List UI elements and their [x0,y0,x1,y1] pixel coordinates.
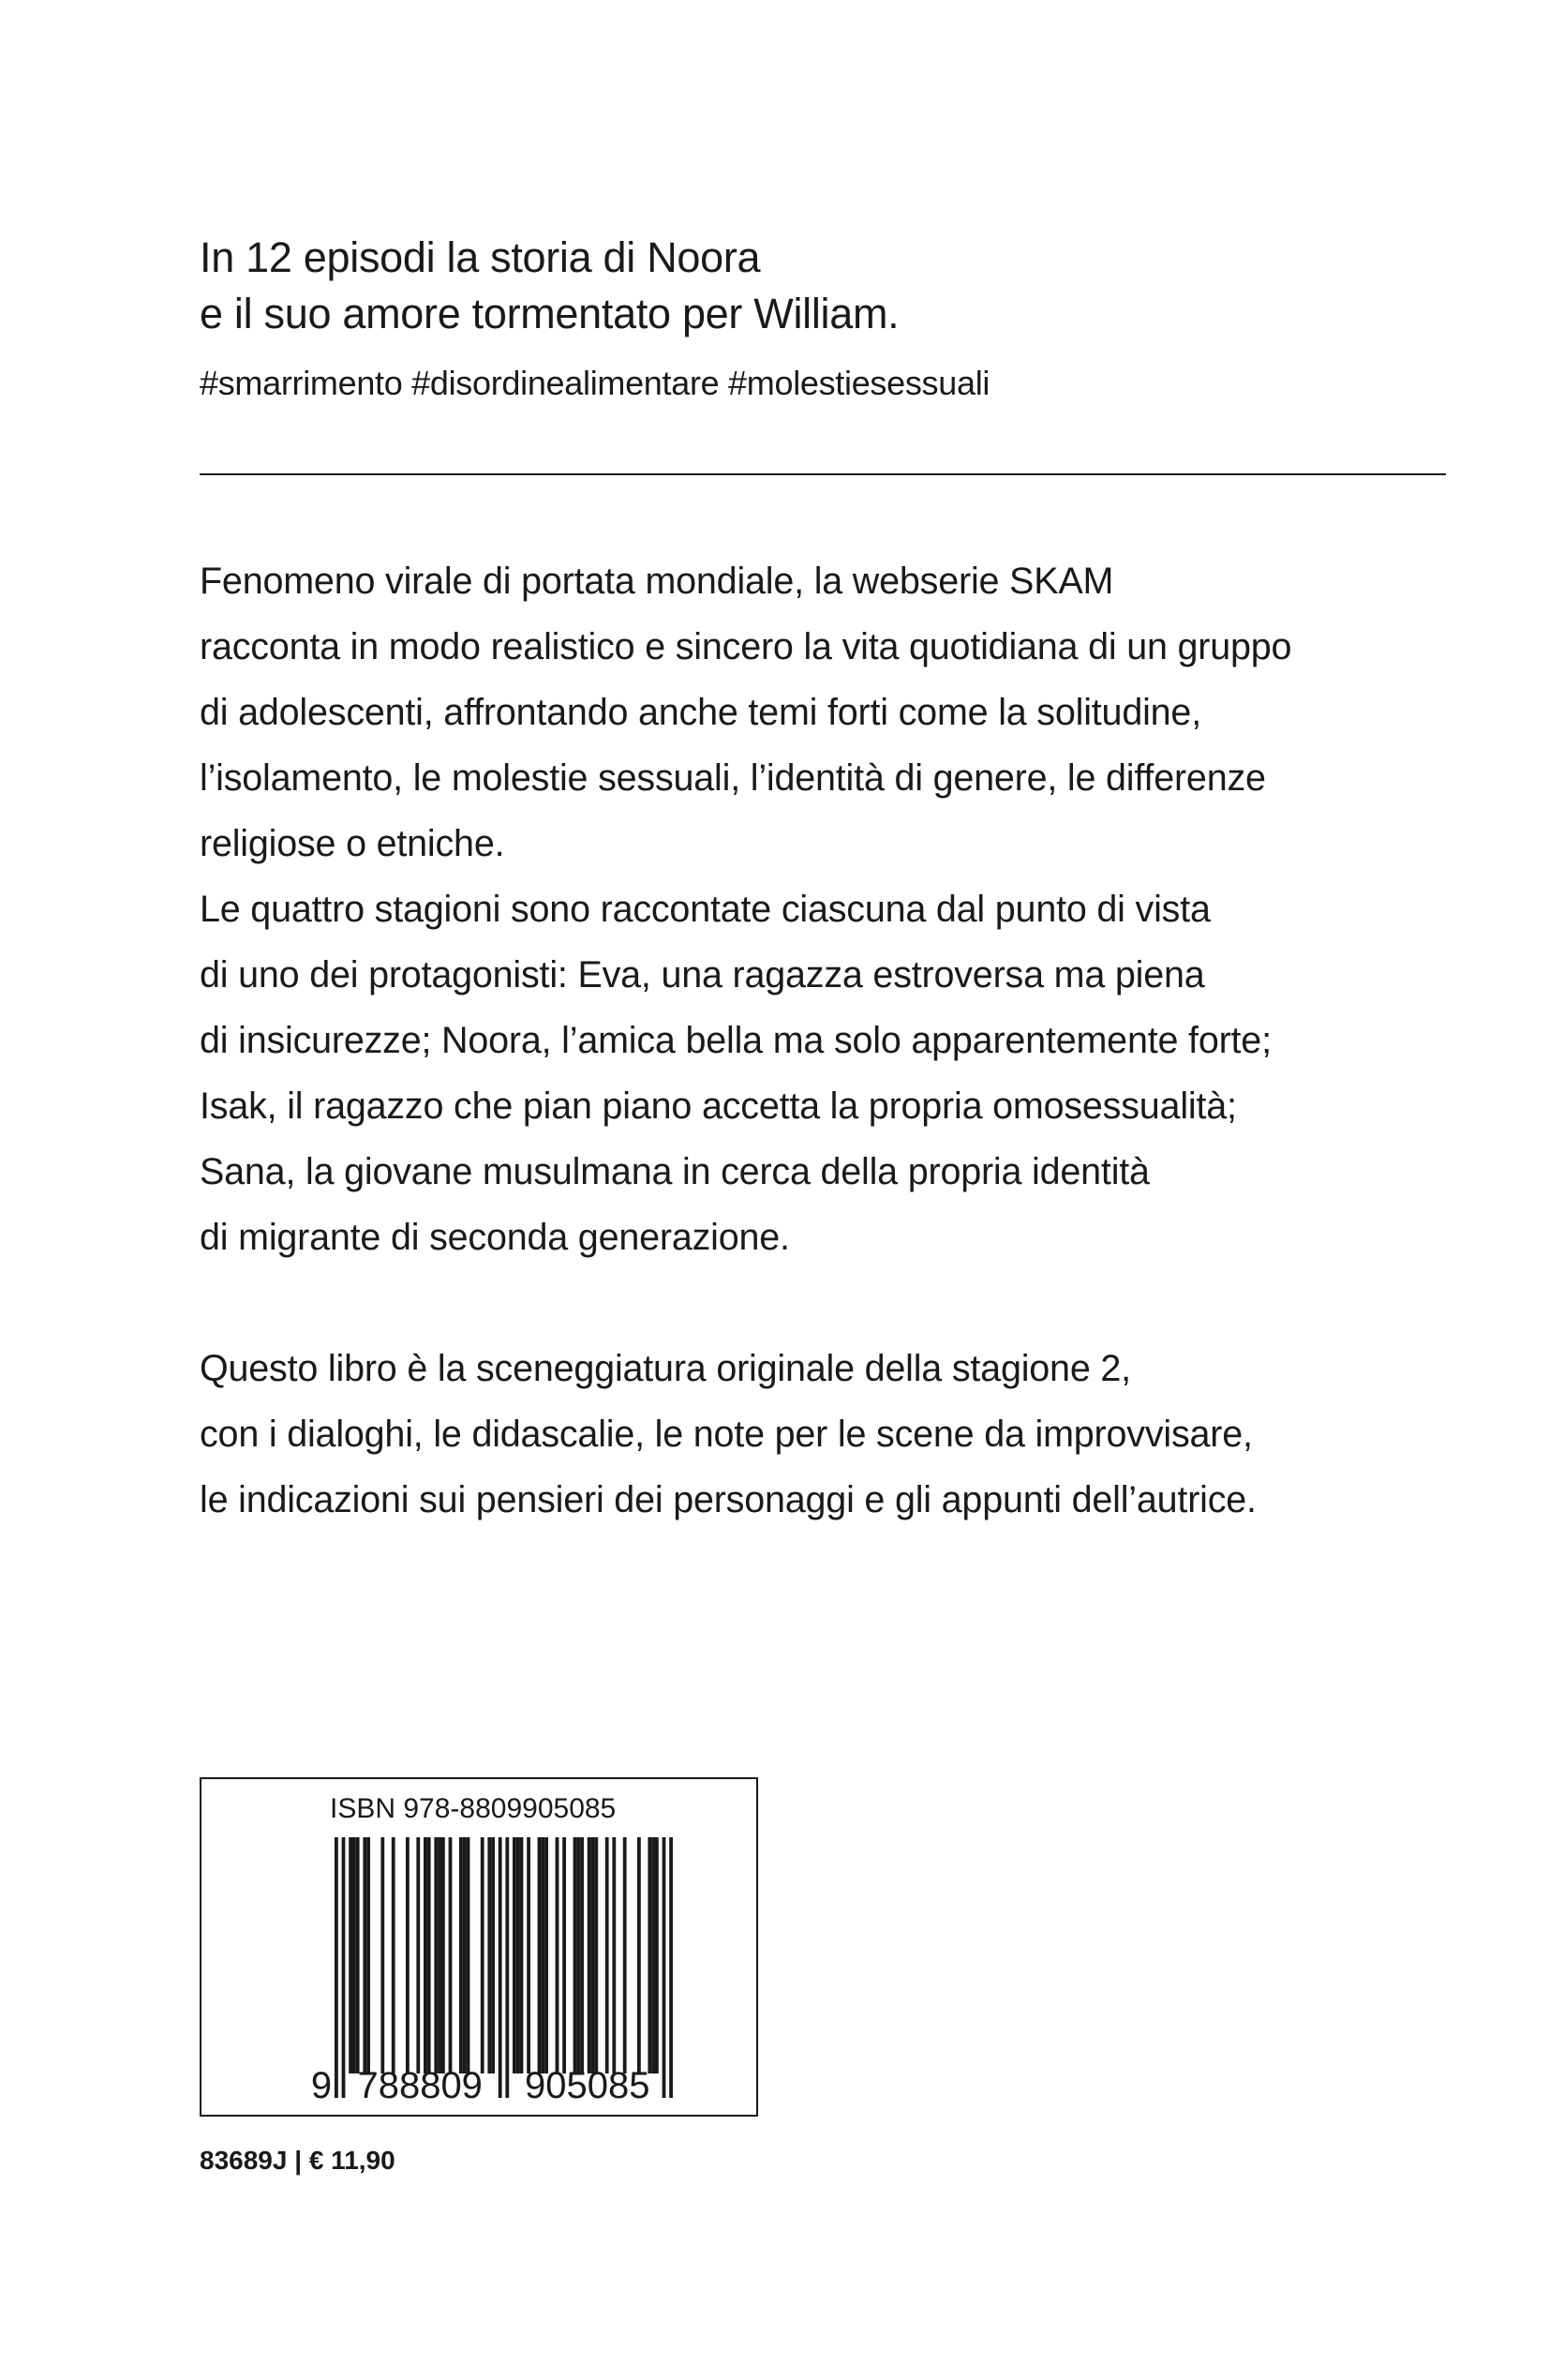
barcode-bar [487,1837,491,2073]
description-line: di insicurezze; Noora, l’amica bella ma solo apparentemente forte; [200,1020,1272,1061]
barcode-bar [612,1837,616,2073]
barcode-bar [356,1837,360,2073]
barcode-bar [594,1837,598,2073]
barcode-bar [434,1837,438,2073]
description-line: Isak, il ragazzo che pian piano accetta la propria omosessualità; [200,1085,1237,1127]
barcode-bar [392,1837,395,2073]
barcode-bar [366,1837,370,2073]
hashtags: #smarrimento #disordinealimentare #molestiesessuali [200,364,990,402]
barcode-bar [424,1837,427,2073]
barcode-bar [605,1837,609,2073]
barcode-digit-first: 9 [310,2065,333,2106]
divider-rule [200,473,1446,475]
tagline-line-2: e il suo amore tormentato per William. [200,290,900,337]
isbn-barcode-box [200,1777,758,2117]
barcode-bar [556,1837,559,2073]
barcode-bar [541,1837,544,2073]
description-line: Le quattro stagioni sono raccontate ciascuna dal punto di vista [200,889,1211,930]
description-line: racconta in modo realistico e sincero la vita quotidiana di un gruppo [200,626,1292,667]
barcode-bar [342,1837,346,2098]
barcode-bar [505,1837,509,2098]
barcode-bar [438,1837,441,2073]
barcode-bar [427,1837,431,2073]
barcode-bar [562,1837,566,2073]
description-line: di uno dei protagonisti: Eva, una ragazza estroversa ma piena [200,954,1205,995]
barcode-digits-left: 788809 [357,2065,483,2106]
description-line: di migrante di seconda generazione. [200,1217,790,1258]
barcode-bar [481,1837,484,2073]
barcode-bar [588,1837,591,2073]
description-line: con i dialoghi, le didascalie, le note per le scene da improvvisare, [200,1414,1253,1455]
barcode-digits-right: 905085 [525,2065,650,2106]
isbn-label: ISBN 978-8809905085 [330,1793,617,1824]
barcode-bar [463,1837,467,2073]
barcode-bar [441,1837,445,2073]
description-paragraph-1 [200,548,1291,1270]
barcode-bar [573,1837,577,2073]
barcode-bar [538,1837,542,2073]
barcode-bar [467,1837,470,2073]
description-line: le indicazioni sui pensieri dei personaggi e gli appunti dell’autrice. [200,1479,1257,1520]
description-line: religiose o etniche. [200,823,505,864]
barcode-bar [544,1837,548,2073]
barcode-bar [623,1837,627,2073]
barcode-bar [520,1837,524,2073]
description-paragraph-2 [200,1336,1291,1533]
barcode-bar [663,1837,666,2098]
barcode-bar [527,1837,530,2073]
description-line: Sana, la giovane musulmana in cerca della propria identità [200,1151,1150,1192]
barcode-bar [363,1837,366,2073]
description-line: Questo libro è la sceneggiatura originale della stagione 2, [200,1348,1131,1389]
barcode-bar [637,1837,641,2073]
description-line: l’isolamento, le molestie sessuali, l’identità di genere, le differenze [200,757,1266,799]
barcode [201,1779,756,2115]
barcode-bar [576,1837,580,2073]
barcode-bar [499,1837,502,2098]
barcode-bar [416,1837,420,2073]
description-line: di adolescenti, affrontando anche temi forti come la solitudine, [200,692,1201,733]
barcode-bar [449,1837,453,2073]
barcode-bar [380,1837,384,2073]
barcode-bar [491,1837,495,2073]
barcode-bar [349,1837,352,2073]
barcode-bar [352,1837,356,2073]
barcode-bar [669,1837,673,2098]
barcode-bar [459,1837,463,2073]
barcode-bar [648,1837,651,2073]
barcode-bar [591,1837,595,2073]
tagline [200,230,899,342]
description [200,548,1291,1533]
barcode-bar [406,1837,410,2073]
barcode-bar [513,1837,516,2073]
barcode-bar [580,1837,584,2073]
barcode-bar [651,1837,655,2073]
tagline-line-1: In 12 episodi la storia di Noora [200,233,761,281]
barcode-bar [655,1837,659,2073]
description-line: Fenomeno virale di portata mondiale, la webserie SKAM [200,561,1114,602]
barcode-bar [335,1837,338,2098]
price-line: 83689J | € 11,90 [200,2146,395,2175]
barcode-bar [516,1837,520,2073]
